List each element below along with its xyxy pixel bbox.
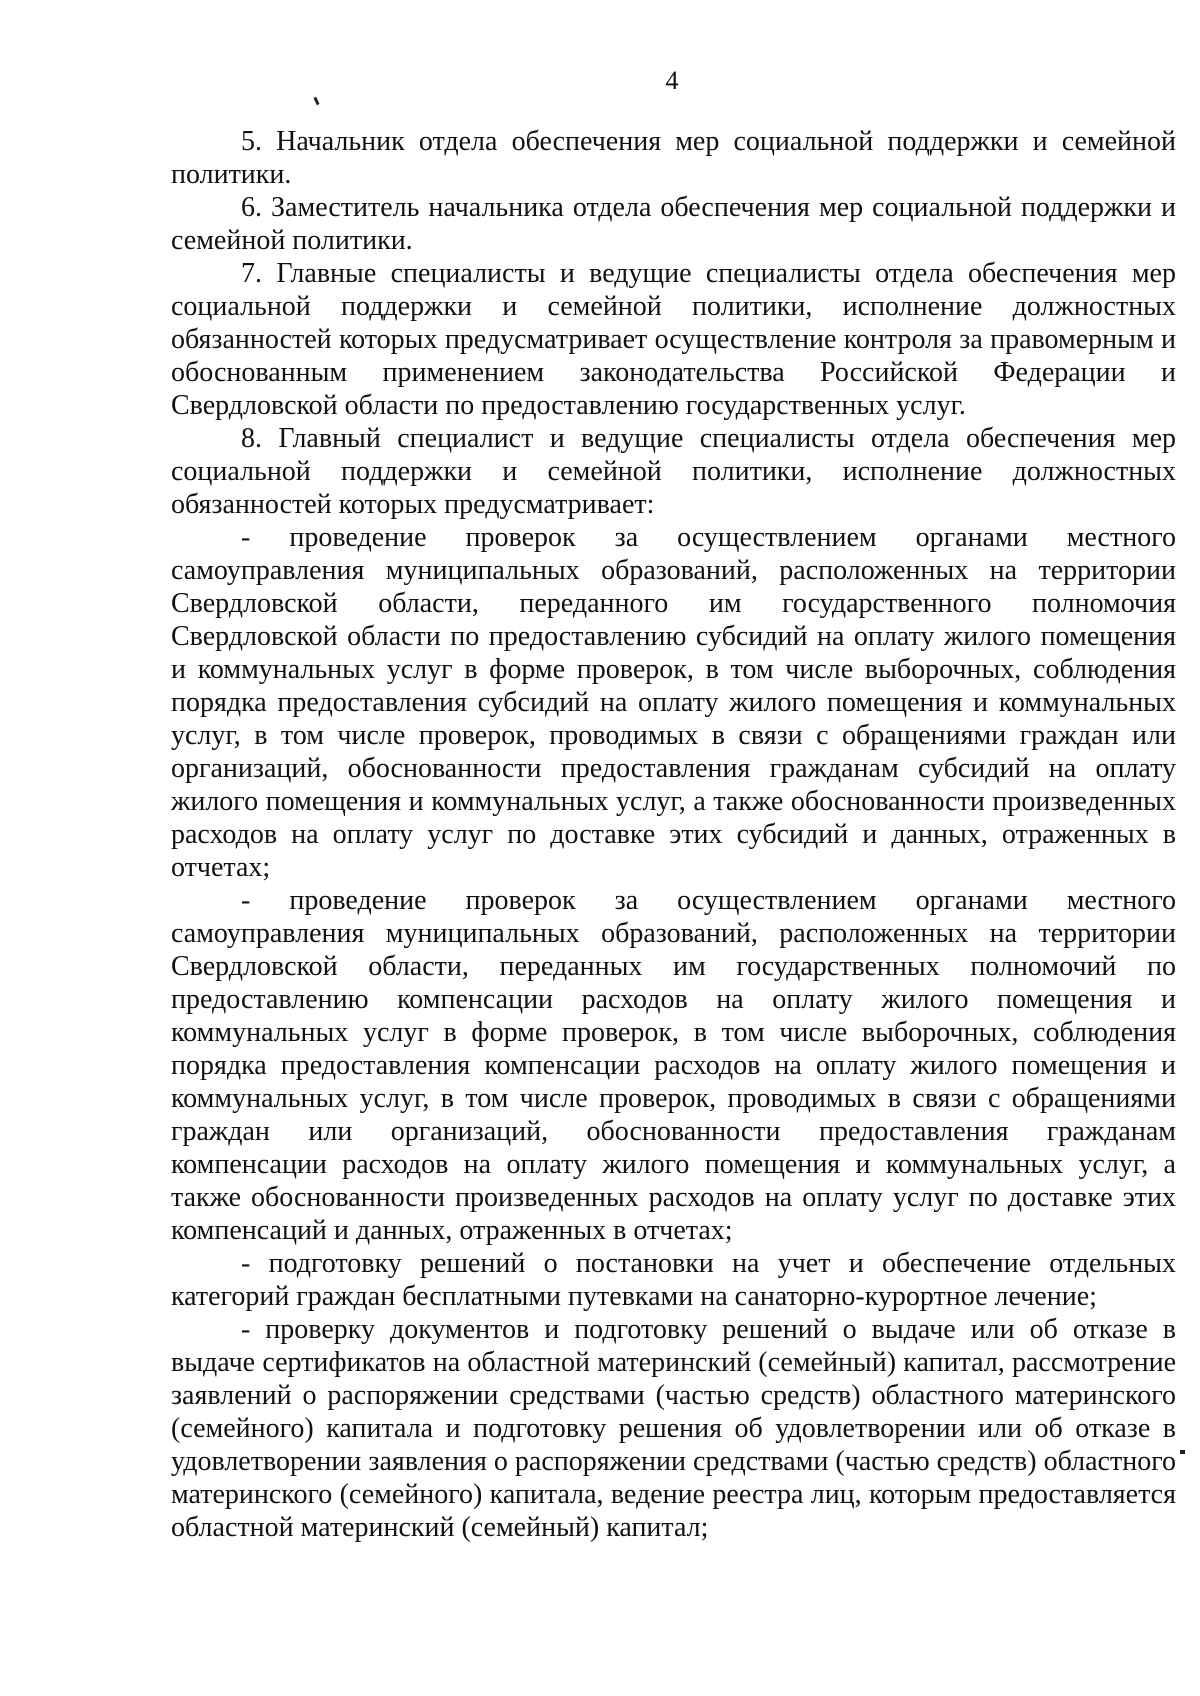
- bullet-compensation-inspections: - проведение проверок за осуществлением органами местного самоуправления муниципальных образований, расположенных на территории Свердловской области, переданных им государственных полномочий по предоставлению компенсации расходов на оплату жилого помещения и коммунальных услуг в форме проверок, в том числе выборочных, соблюдения порядка предоставления компенсации расходов на оплату жилого помещения и коммунальных услуг, в том числе проверок, проводимых в связи с обращениями граждан или организаций, обоснованности предоставления гражданам компенсации расходов на оплату жилого помещения и коммунальных услуг, а также обоснованности произведенных расходов на оплату услуг по доставке этих компенсаций и данных, отраженных в отчетах;: [171, 885, 1176, 1246]
- scan-speck-icon: [313, 97, 319, 106]
- bullet-sanatorium-vouchers: - подготовку решений о постановки на учет и обеспечение отдельных категорий граждан бесплатными путевками на санаторно-курортное лечение;: [171, 1248, 1176, 1312]
- paragraph-item-5: 5. Начальник отдела обеспечения мер социальной поддержки и семейной политики.: [171, 126, 1176, 190]
- page-number: 4: [665, 66, 679, 95]
- document-body: [171, 125, 1176, 1544]
- paragraph-item-8: 8. Главный специалист и ведущие специалисты отдела обеспечения мер социальной поддержки и семейной политики, исполнение должностных обязанностей которых предусматривает:: [171, 423, 1176, 520]
- scan-speck-icon: [1180, 1450, 1185, 1454]
- bullet-maternity-capital: - проверку документов и подготовку решений о выдаче или об отказе в выдаче сертификатов на областной материнский (семейный) капитал, рассмотрение заявлений о распоряжении средствами (частью средств) областного материнского (семейного) капитала и подготовку решения об удовлетворении или об отказе в удовлетворении заявления о распоряжении средствами (частью средств) областного материнского (семейного) капитала, ведение реестра лиц, которым предоставляется областной материнский (семейный) капитал;: [171, 1314, 1176, 1543]
- bullet-subsidy-inspections: - проведение проверок за осуществлением органами местного самоуправления муниципальных образований, расположенных на территории Свердловской области, переданного им государственного полномочия Свердловской области по предоставлению субсидий на оплату жилого помещения и коммунальных услуг в форме проверок, в том числе выборочных, соблюдения порядка предоставления субсидий на оплату жилого помещения и коммунальных услуг, в том числе проверок, проводимых в связи с обращениями граждан или организаций, обоснованности предоставления гражданам субсидий на оплату жилого помещения и коммунальных услуг, а также обоснованности произведенных расходов на оплату услуг по доставке этих субсидий и данных, отраженных в отчетах;: [171, 522, 1176, 883]
- paragraph-item-7: 7. Главные специалисты и ведущие специалисты отдела обеспечения мер социальной поддержки и семейной политики, исполнение должностных обязанностей которых предусматривает осуществление контроля за правомерным и обоснованным применением законодательства Российской Федерации и Свердловской области по предоставлению государственных услуг.: [171, 258, 1176, 421]
- paragraph-item-6: 6. Заместитель начальника отдела обеспечения мер социальной поддержки и семейной политики.: [171, 192, 1176, 256]
